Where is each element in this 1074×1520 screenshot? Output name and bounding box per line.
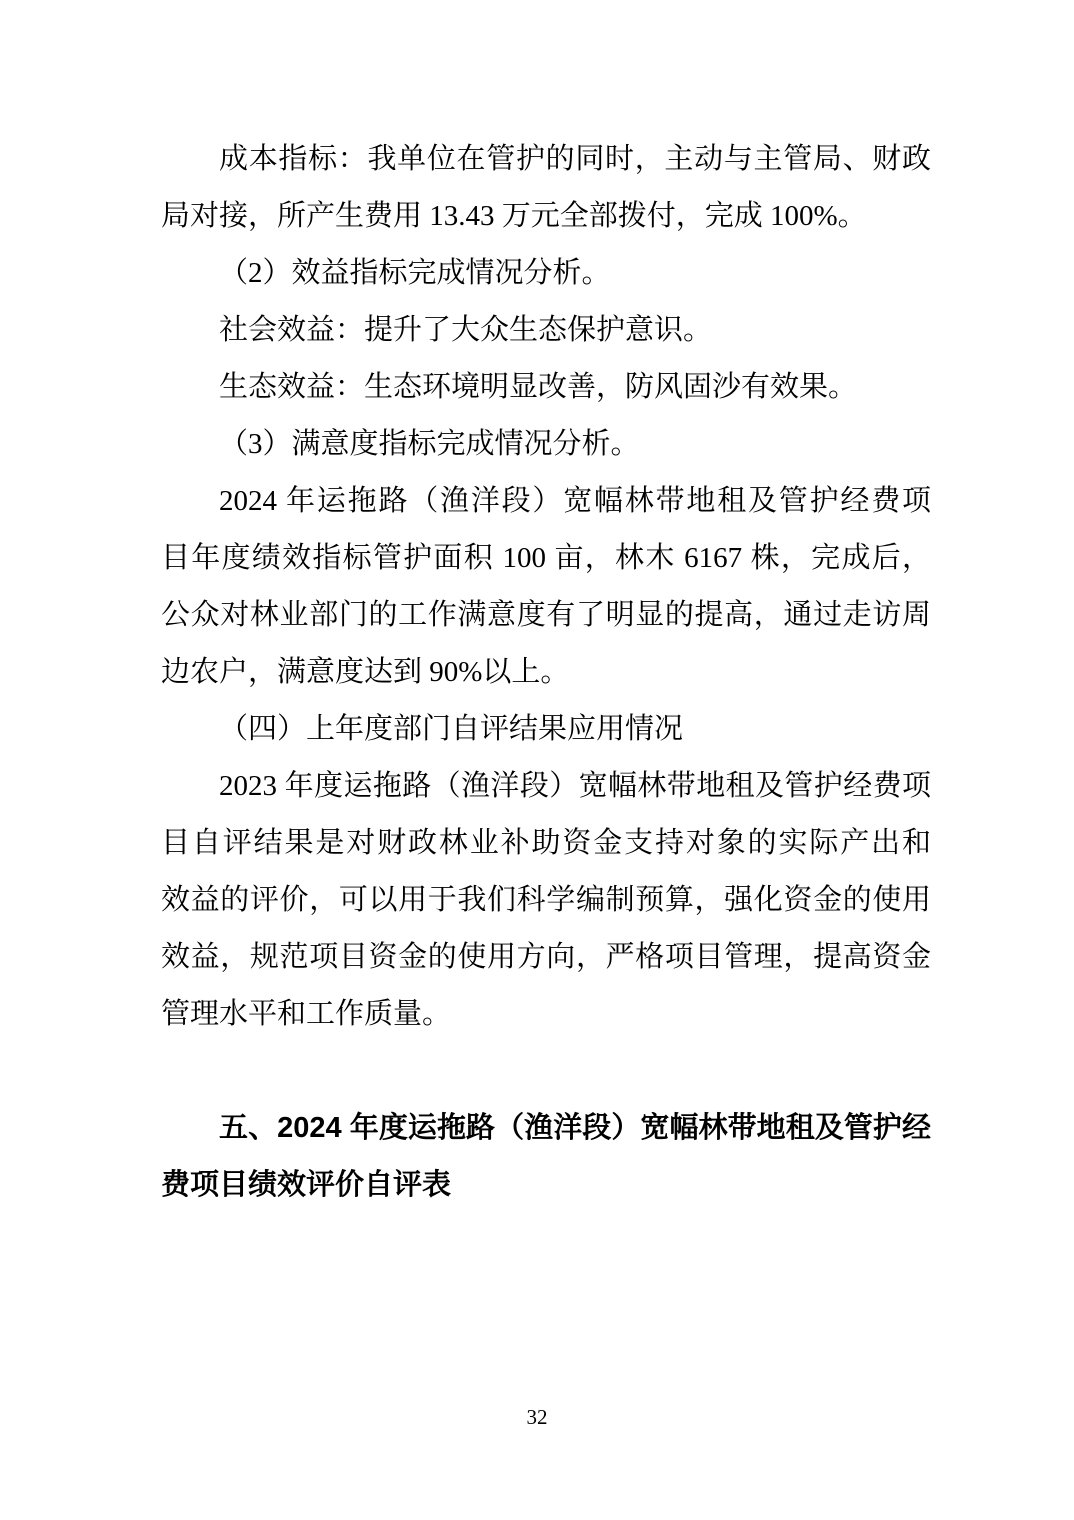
blank-line — [161, 1043, 931, 1100]
text-line: 公众对林业部门的工作满意度有了明显的提高，通过走访周 — [161, 599, 931, 631]
page-number: 32 — [526, 1405, 548, 1429]
text-line: 2024 年运拖路（渔洋段）宽幅林带地租及管护经费项 — [219, 485, 931, 517]
text-line: 2023 年度运拖路（渔洋段）宽幅林带地租及管护经费项 — [219, 770, 931, 802]
paragraph — [161, 416, 931, 473]
text-line: 局对接，所产生费用 13.43 万元全部拨付，完成 100%。 — [161, 200, 867, 232]
paragraph — [161, 701, 931, 758]
text-line: （3）满意度指标完成情况分析。 — [219, 428, 640, 460]
text-line: （2）效益指标完成情况分析。 — [219, 257, 611, 289]
paragraph — [161, 758, 931, 1043]
paragraph — [161, 131, 931, 245]
section-heading — [161, 1100, 931, 1214]
text-line: （四）上年度部门自评结果应用情况 — [219, 713, 684, 745]
text-line: 效益的评价，可以用于我们科学编制预算，强化资金的使用 — [161, 884, 931, 916]
text-line: 成本指标：我单位在管护的同时，主动与主管局、财政 — [219, 143, 931, 175]
text-line: 社会效益：提升了大众生态保护意识。 — [219, 314, 713, 346]
paragraph — [161, 245, 931, 302]
text-line: 目年度绩效指标管护面积 100 亩，林木 6167 株，完成后， — [161, 542, 931, 574]
text-line: 目自评结果是对财政林业补助资金支持对象的实际产出和 — [161, 827, 931, 859]
document-body — [161, 131, 931, 1214]
text-line: 效益，规范项目资金的使用方向，严格项目管理，提高资金 — [161, 941, 931, 973]
paragraph — [161, 302, 931, 359]
paragraph — [161, 359, 931, 416]
paragraph — [161, 473, 931, 701]
text-line: 边农户，满意度达到 90%以上。 — [161, 656, 570, 688]
text-line: 管理水平和工作质量。 — [161, 998, 452, 1030]
text-line: 生态效益：生态环境明显改善，防风固沙有效果。 — [219, 371, 858, 403]
text-line: 五、2024 年度运拖路（渔洋段）宽幅林带地租及管护经 — [219, 1112, 931, 1144]
text-line: 费项目绩效评价自评表 — [161, 1169, 452, 1201]
